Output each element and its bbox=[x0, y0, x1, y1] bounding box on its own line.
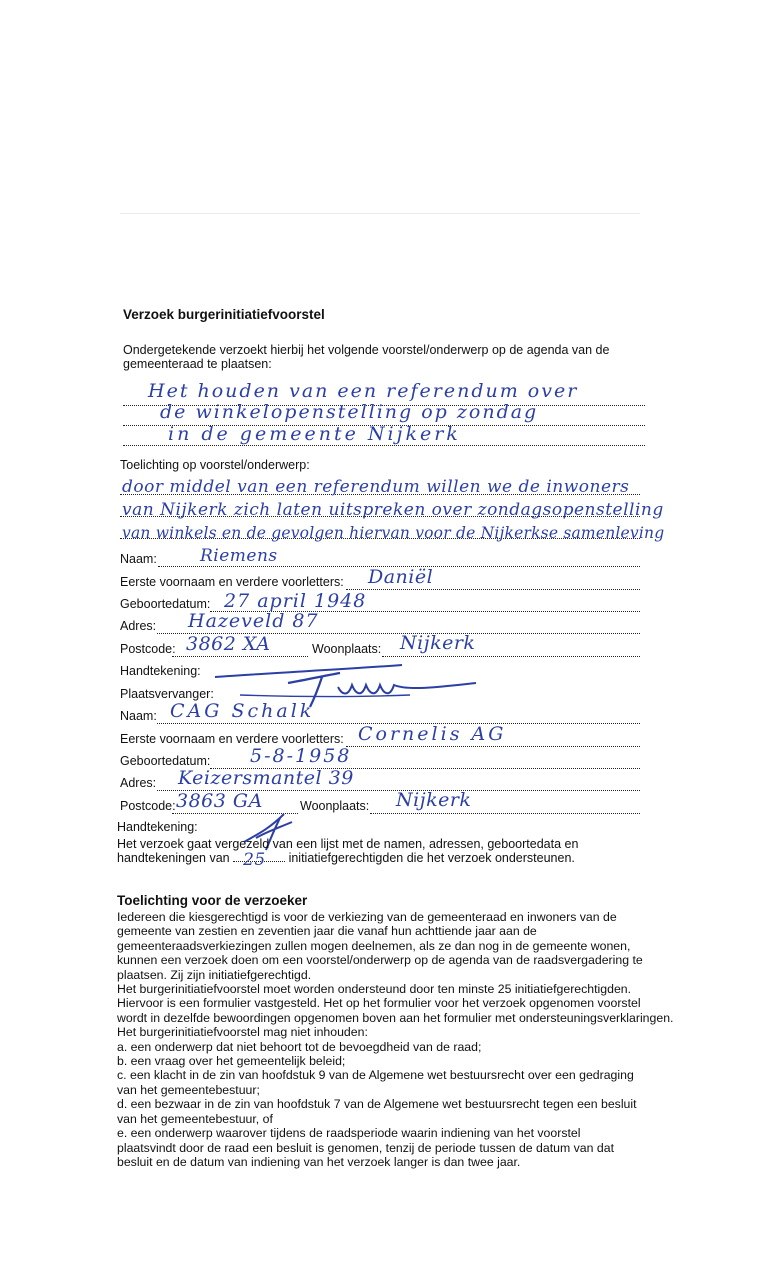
requester-info-body bbox=[117, 910, 674, 1169]
substitute-postcode-value: 3863 GA bbox=[176, 790, 263, 812]
support-text-2 bbox=[117, 850, 575, 870]
requester-info-line: Het burgerinitiatiefvoorstel mag niet inhouden: bbox=[117, 1025, 368, 1040]
page-divider bbox=[120, 213, 640, 214]
support-count-field[interactable] bbox=[233, 850, 285, 870]
applicant-postcode-label: Postcode: bbox=[120, 642, 176, 656]
requester-info-line: a. een onderwerp dat niet behoort tot de bevoegdheid van de raad; bbox=[117, 1039, 482, 1054]
requester-info-line: Hiervoor is een formulier vastgesteld. Het op het formulier voor het verzoek opgenomen voorstel bbox=[117, 996, 641, 1011]
substitute-name-value: CAG Schalk bbox=[170, 700, 315, 722]
requester-info-line: plaatsvindt door de raad een besluit is genomen, tenzij de periode tussen de datum van dat bbox=[117, 1140, 614, 1155]
proposal-handwriting-3: in de gemeente Nijkerk bbox=[168, 423, 461, 445]
requester-info-line: plaatsen. Zij zijn initiatiefgerechtigd. bbox=[117, 967, 312, 982]
applicant-birthdate-value: 27 april 1948 bbox=[224, 590, 367, 612]
explanation-handwriting-2: van Nijkerk zich laten uitspreken over zondagsopenstelling bbox=[122, 500, 664, 520]
applicant-residence-label: Woonplaats: bbox=[312, 642, 382, 656]
requester-info-line: gemeenteraadsverkiezingen zullen mogen deelnemen, als ze dan nog in de gemeente wonen, bbox=[117, 938, 631, 953]
proposal-line-3[interactable] bbox=[123, 445, 645, 446]
requester-info-line: e. een onderwerp waarover tijdens de raadsperiode waarin indiening van het voorstel bbox=[117, 1126, 581, 1141]
requester-info-line: kunnen een verzoek doen om een voorstel/onderwerp op de agenda van de raadsvergadering te bbox=[117, 953, 643, 968]
substitute-name-label: Naam: bbox=[120, 709, 157, 723]
explanation-handwriting-1: door middel van een referendum willen we de inwoners bbox=[122, 477, 630, 497]
explanation-label: Toelichting op voorstel/onderwerp: bbox=[120, 458, 310, 472]
support-count-value: 25 bbox=[243, 850, 266, 870]
substitute-address-value: Keizersmantel 39 bbox=[178, 767, 354, 789]
requester-info-line: d. een bezwaar in de zin van hoofdstuk 7 van de Algemene wet bestuursrecht tegen een besluit bbox=[117, 1097, 637, 1112]
substitute-residence-value: Nijkerk bbox=[396, 789, 472, 811]
applicant-name-value: Riemens bbox=[200, 546, 278, 566]
intro-text-1: Ondergetekende verzoekt hierbij het volgende voorstel/onderwerp op de agenda van de bbox=[123, 343, 610, 357]
substitute-birthdate-label: Geboortedatum: bbox=[120, 754, 211, 768]
requester-info-line: b. een vraag over het gemeentelijk beleid; bbox=[117, 1054, 346, 1069]
support-text-2-prefix: handtekeningen van bbox=[117, 851, 230, 865]
requester-info-line: Iedereen die kiesgerechtigd is voor de verkiezing van de gemeenteraad en inwoners van de bbox=[117, 910, 617, 924]
form-title: Verzoek burgerinitiatiefvoorstel bbox=[123, 307, 325, 322]
explanation-handwriting-3: van winkels en de gevolgen hiervan voor de Nijkerkse samenleving bbox=[122, 524, 665, 542]
applicant-firstname-field[interactable] bbox=[346, 589, 640, 590]
substitute-residence-label: Woonplaats: bbox=[300, 799, 370, 813]
applicant-signature-label: Handtekening: bbox=[120, 664, 201, 678]
substitute-firstname-value: Cornelis AG bbox=[358, 723, 507, 745]
applicant-firstname-label: Eerste voornaam en verdere voorletters: bbox=[120, 575, 344, 589]
proposal-handwriting-1: Het houden van een referendum over bbox=[148, 380, 579, 402]
substitute-postcode-label: Postcode: bbox=[120, 799, 176, 813]
substitute-firstname-field[interactable] bbox=[346, 746, 640, 747]
applicant-postcode-value: 3862 XA bbox=[186, 633, 271, 655]
applicant-residence-value: Nijkerk bbox=[400, 632, 476, 654]
substitute-signature-label: Handtekening: bbox=[117, 820, 198, 834]
substitute-residence-field[interactable] bbox=[370, 813, 640, 814]
requester-info-line: c. een klacht in de zin van hoofdstuk 9 van de Algemene wet bestuursrecht over een gedraging bbox=[117, 1068, 634, 1083]
applicant-name-label: Naam: bbox=[120, 552, 157, 566]
requester-info-line: gemeente van zestien en zeventien jaar die vanaf hun achttiende jaar aan de bbox=[117, 924, 537, 939]
substitute-address-label: Adres: bbox=[120, 776, 157, 790]
applicant-birthdate-label: Geboortedatum: bbox=[120, 597, 211, 611]
applicant-firstname-value: Daniël bbox=[368, 566, 434, 588]
applicant-address-label: Adres: bbox=[120, 619, 157, 633]
requester-info-line: wordt in dezelfde bewoordingen opgenomen boven aan het formulier met ondersteuningsverklaringen. bbox=[117, 1010, 674, 1025]
intro-text-2: gemeenteraad te plaatsen: bbox=[123, 357, 272, 371]
substitute-label: Plaatsvervanger: bbox=[120, 687, 214, 701]
support-text-2-suffix: initiatiefgerechtigden die het verzoek ondersteunen. bbox=[288, 851, 575, 865]
applicant-address-value: Hazeveld 87 bbox=[188, 610, 319, 632]
requester-info-title: Toelichting voor de verzoeker bbox=[117, 893, 308, 908]
requester-info-line: Het burgerinitiatiefvoorstel moet worden ondersteund door ten minste 25 initiatiefgerechtigden. bbox=[117, 982, 632, 997]
support-text-1: Het verzoek gaat vergezeld van een lijst met de namen, adressen, geboortedata en bbox=[117, 837, 579, 851]
substitute-firstname-label: Eerste voornaam en verdere voorletters: bbox=[120, 732, 344, 746]
requester-info-line: van het gemeentebestuur; bbox=[117, 1082, 260, 1097]
requester-info-line: besluit en de datum van indiening van het verzoek langer is dan twee jaar. bbox=[117, 1154, 521, 1169]
proposal-handwriting-2: de winkelopenstelling op zondag bbox=[160, 401, 539, 423]
substitute-birthdate-value: 5-8-1958 bbox=[250, 745, 352, 767]
requester-info-line: van het gemeentebestuur, of bbox=[117, 1111, 273, 1126]
